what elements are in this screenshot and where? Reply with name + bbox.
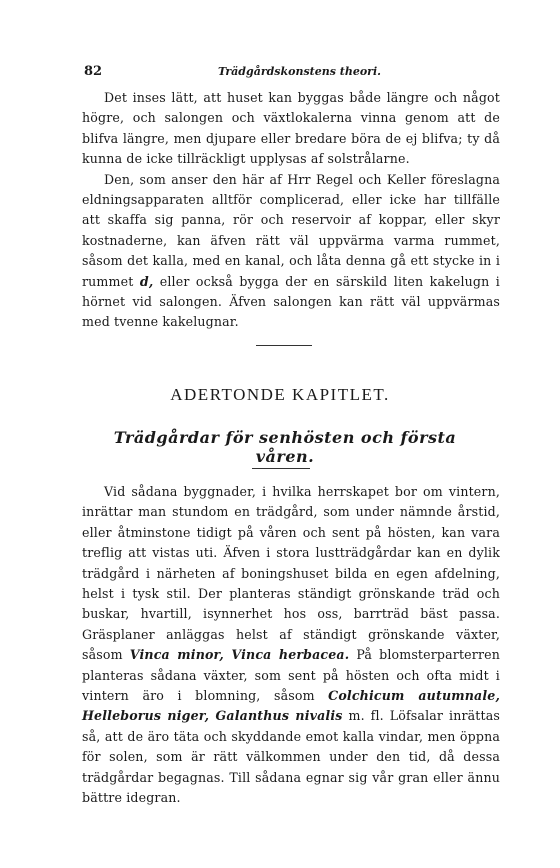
running-title: Trädgårdskonstens theori. <box>218 65 381 78</box>
upper-text-block <box>82 88 500 333</box>
paragraph-2 <box>82 170 500 333</box>
page-number: 82 <box>84 64 103 79</box>
paragraph-3-italic-species: Colchicum autumnale, Helleborus niger, Galanthus nivalis <box>82 688 500 724</box>
section-divider <box>256 345 312 346</box>
paragraph-3-italic-vinca: Vinca minor, Vinca herbacea. <box>129 647 350 663</box>
chapter-divider <box>252 468 310 469</box>
paragraph-2-text-a: Den, som anser den här af Hrr Regel och Keller föreslagna eldningsapparaten alltför complicerad, eller icke har tillfälle att skaffa sig panna, rör och reservoir af koppar, eller skyr kostnaderne, kan äfven rätt väl uppvärma varma rummet, såsom det kalla, med en kanal, och låta denna gå ett stycke in i rummet <box>82 171 500 289</box>
paragraph-3 <box>82 482 500 809</box>
paragraph-2-italic-d: d, <box>139 273 154 289</box>
chapter-text-block <box>82 482 500 809</box>
paragraph-3-text-a: Vid sådana byggnader, i hvilka herrskapet bor om vintern, inrättar man stundom en trädgård, som under nämnde årstid, eller åtminstone tidigt på våren och sent på hösten, kan vara treflig att vistas uti. Äfven i stora lustträdgårdar kan en dylik trädgård i närheten af boningshuset bilda en egen afdelning, helst i tysk stil. Der planteras ständigt grönskande träd och buskar, hvartill, isynnerhet hos oss, barrträd bäst passa. Gräsplaner anläggas helst af ständigt grönskande växter, såsom <box>82 484 500 663</box>
paragraph-3-text-b: På blomsterparterren planteras sådana växter, som sent på hösten och ofta midt i vintern äro i blomning, såsom <box>82 647 500 704</box>
paragraph-3-text-c: m. fl. Löfsalar inrättas så, att de äro täta och skyddande emot kalla vindar, men öppna för solen, som är rätt välkommen under den tid, då dessa trädgårdar begagnas. Till sådana egnar sig vår gran eller ännu bättre idegran. <box>82 708 500 806</box>
paragraph-2-text-b: eller också bygga der en särskild liten kakelugn i hörnet vid salongen. Äfven salongen kan rätt väl uppvärmas med tvenne kakelugnar. <box>82 273 500 330</box>
chapter-heading: ADERTONDE KAPITLET. <box>170 385 390 404</box>
chapter-subtitle: Trädgårdar för senhösten och första våren. <box>113 428 457 466</box>
paragraph-1: Det inses lätt, att huset kan byggas både längre och något högre, och salongen och växtlokalerna vinna genom att de blifva längre, men djupare eller bredare böra de ej blifva; ty då kunna de icke tillräckligt upplysas af solstrålarne. <box>82 90 500 167</box>
